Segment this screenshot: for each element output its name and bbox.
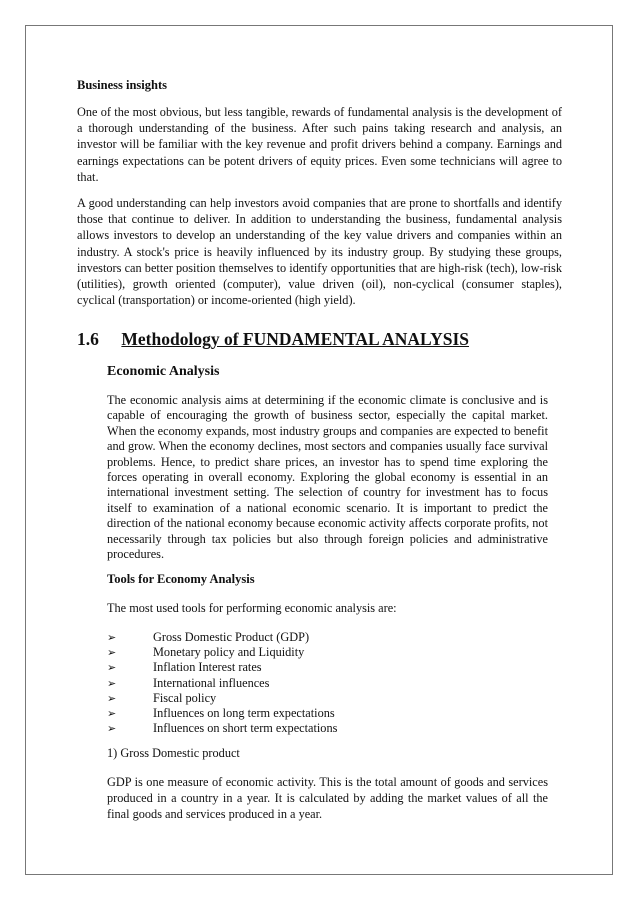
section-number: 1.6 [77,329,99,349]
gdp-paragraph: GDP is one measure of economic activity. This is the total amount of goods and services produced in a country in a year. It is calculated by adding the market values of all the final goods and services produced in a year. [107,775,548,821]
list-item: ➢ Fiscal policy [107,690,217,705]
arrow-bullet-icon: ➢ [107,631,117,644]
tools-list [107,630,337,736]
arrow-bullet-icon: ➢ [107,722,117,736]
section-heading [77,329,469,350]
gdp-heading: 1) Gross Domestic product [107,746,240,760]
arrow-bullet-icon: ➢ [107,706,117,720]
arrow-bullet-icon: ➢ [107,661,117,675]
list-item: ➢ Inflation Interest rates [107,660,262,675]
arrow-bullet-icon: ➢ [107,691,117,705]
list-item: ➢ International influences [107,675,270,690]
business-paragraph-1: One of the most obvious, but less tangible, rewards of fundamental analysis is the development of a thorough understanding of the business. After such pains taking research and analysis, an investor will be familiar with the key revenue and profit drivers behind a company. Earnings and earnings expectations can be potent drivers of equity prices. Even some technicians will agree to that. [77,105,562,184]
tools-intro: The most used tools for performing economic analysis are: [107,601,397,615]
list-item: ➢ Monetary policy and Liquidity [107,645,305,660]
business-insights-heading: Business insights [77,78,167,92]
arrow-bullet-icon: ➢ [107,676,117,690]
economic-analysis-paragraph: The economic analysis aims at determining if the economic climate is conclusive and is capable of encouraging the growth of business sector, especially the capital market. When the economy expands, most industry groups and companies are expected to benefit and grow. When the economy declines, most sectors and companies usually face survival problems. Hence, to predict share prices, an investor has to spend time exploring the forces operating in overall economy. Exploring the global economy is essential in an international investment setting. The selection of country for investment has to focus itself to examination of a national economic scenario. It is important to predict the direction of the national economy because economic activity affects corporate profits, not necessarily through tax policies but also through foreign policies and administrative procedures. [107,393,548,562]
list-item: ➢ Influences on short term expectations [107,721,338,736]
list-item: ➢ Influences on long term expectations [107,705,335,720]
list-item: ➢ Gross Domestic Product (GDP) [107,630,310,644]
arrow-bullet-icon: ➢ [107,646,117,660]
business-paragraph-2: A good understanding can help investors avoid companies that are prone to shortfalls and identify those that continue to deliver. In addition to understanding the business, fundamental analysis allows investors to develop an understanding of the key value drivers and companies within an industry. A stock's price is heavily influenced by its industry group. By studying these groups, investors can better position themselves to identify opportunities that are high-risk (tech), low-risk (utilities), growth oriented (computer), value driven (oil), non-cyclical (consumer staples), cyclical (transportation) or income-oriented (high yield). [77,196,562,308]
economic-analysis-heading: Economic Analysis [107,364,220,379]
section-title: Methodology of FUNDAMENTAL ANALYSIS [121,329,469,349]
tools-heading: Tools for Economy Analysis [107,572,255,586]
